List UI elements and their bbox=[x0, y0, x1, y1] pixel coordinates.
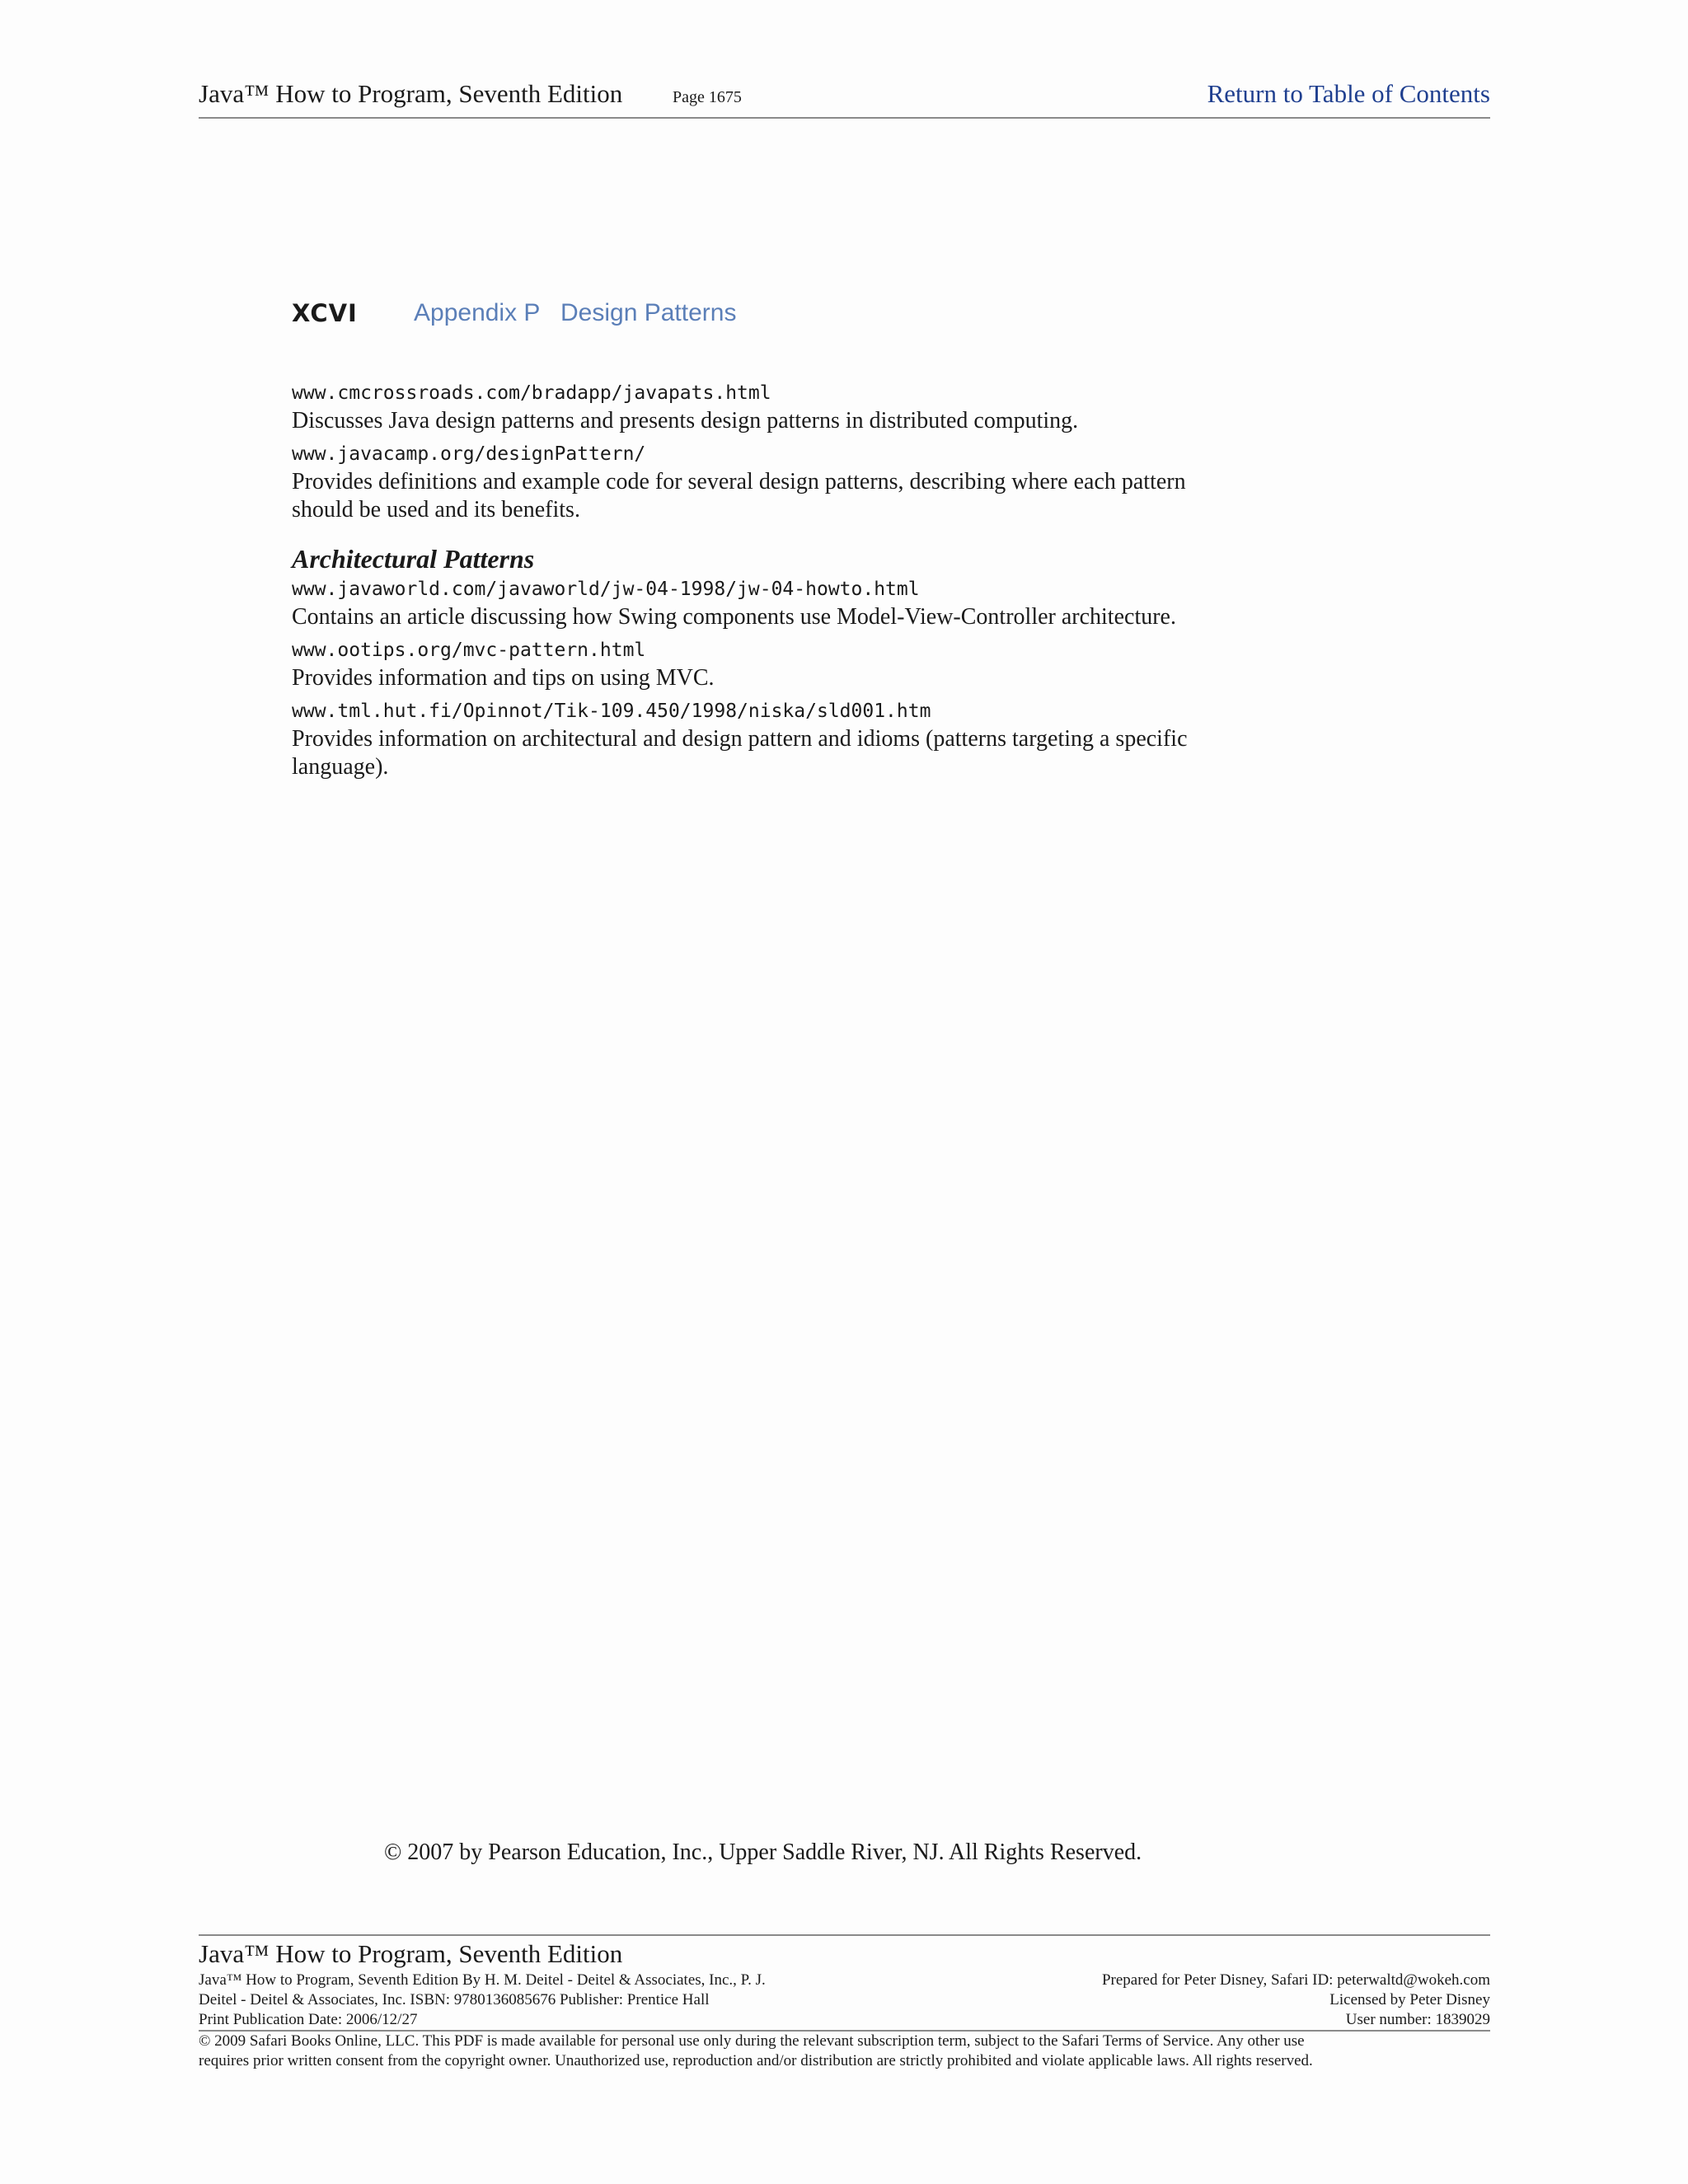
resource-url: www.cmcrossroads.com/bradapp/javapats.html bbox=[292, 382, 771, 404]
page-header bbox=[199, 77, 1490, 119]
section-title: Design Patterns bbox=[560, 299, 737, 326]
book-title: Java™ How to Program, Seventh Edition bbox=[199, 79, 623, 108]
resource-description: Provides information and tips on using MVC. bbox=[292, 665, 715, 691]
footer-book-info: Java™ How to Program, Seventh Edition By H. M. Deitel - Deitel & Associates, Inc., P. J. bbox=[199, 1971, 766, 1989]
footer-row bbox=[199, 1990, 1490, 2010]
resource-url: www.javaworld.com/javaworld/jw-04-1998/jw-04-howto.html bbox=[292, 579, 920, 600]
footer-row bbox=[199, 2010, 1490, 2030]
resource-description: Discusses Java design patterns and presents design patterns in distributed computing. bbox=[292, 408, 1079, 434]
roman-page-number: XCVI bbox=[292, 299, 358, 327]
resource-description: Contains an article discussing how Swing components use Model-View-Controller architecture. bbox=[292, 604, 1176, 630]
footer-book-title: Java™ How to Program, Seventh Edition bbox=[199, 1939, 623, 1968]
resource-url: www.tml.hut.fi/Opinnot/Tik-109.450/1998/niska/sld001.htm bbox=[292, 701, 931, 722]
footer-user-number: User number: 1839029 bbox=[1345, 2011, 1490, 2028]
resource-description: Provides information on architectural and design pattern and idioms (patterns targeting a specific language). bbox=[292, 726, 1188, 780]
footer-publication-date: Print Publication Date: 2006/12/27 bbox=[199, 2011, 418, 2028]
footer-legal-line: requires prior written consent from the copyright owner. Unauthorized use, reproduction and/or distribution are strictly prohibited and violate applicable laws. All rights reserved. bbox=[199, 2052, 1313, 2069]
page-footer bbox=[199, 1934, 1490, 2071]
return-to-toc-link[interactable]: Return to Table of Contents bbox=[1207, 79, 1490, 108]
resource-url: www.ootips.org/mvc-pattern.html bbox=[292, 640, 646, 661]
resource-description: Provides definitions and example code for several design patterns, describing where each pattern should be used and its benefits. bbox=[292, 469, 1186, 523]
resource-url: www.javacamp.org/designPattern/ bbox=[292, 443, 646, 465]
page-number: Page 1675 bbox=[673, 88, 742, 106]
main-content bbox=[292, 379, 1207, 786]
copyright-notice: © 2007 by Pearson Education, Inc., Upper Saddle River, NJ. All Rights Reserved. bbox=[384, 1840, 1142, 1865]
footer-licensed-by: Licensed by Peter Disney bbox=[1329, 1991, 1490, 2008]
footer-row bbox=[199, 1971, 1490, 1990]
appendix-label: Appendix P bbox=[414, 299, 541, 326]
footer-legal-line: © 2009 Safari Books Online, LLC. This PDF is made available for personal use only during the relevant subscription term, subject to the Safari Terms of Service. Any other use bbox=[199, 2032, 1305, 2050]
subsection-heading: Architectural Patterns bbox=[292, 544, 535, 574]
footer-isbn: Deitel - Deitel & Associates, Inc. ISBN: 9780136085676 Publisher: Prentice Hall bbox=[199, 1991, 710, 2008]
footer-prepared-for: Prepared for Peter Disney, Safari ID: peterwaltd@wokeh.com bbox=[1101, 1971, 1490, 1989]
